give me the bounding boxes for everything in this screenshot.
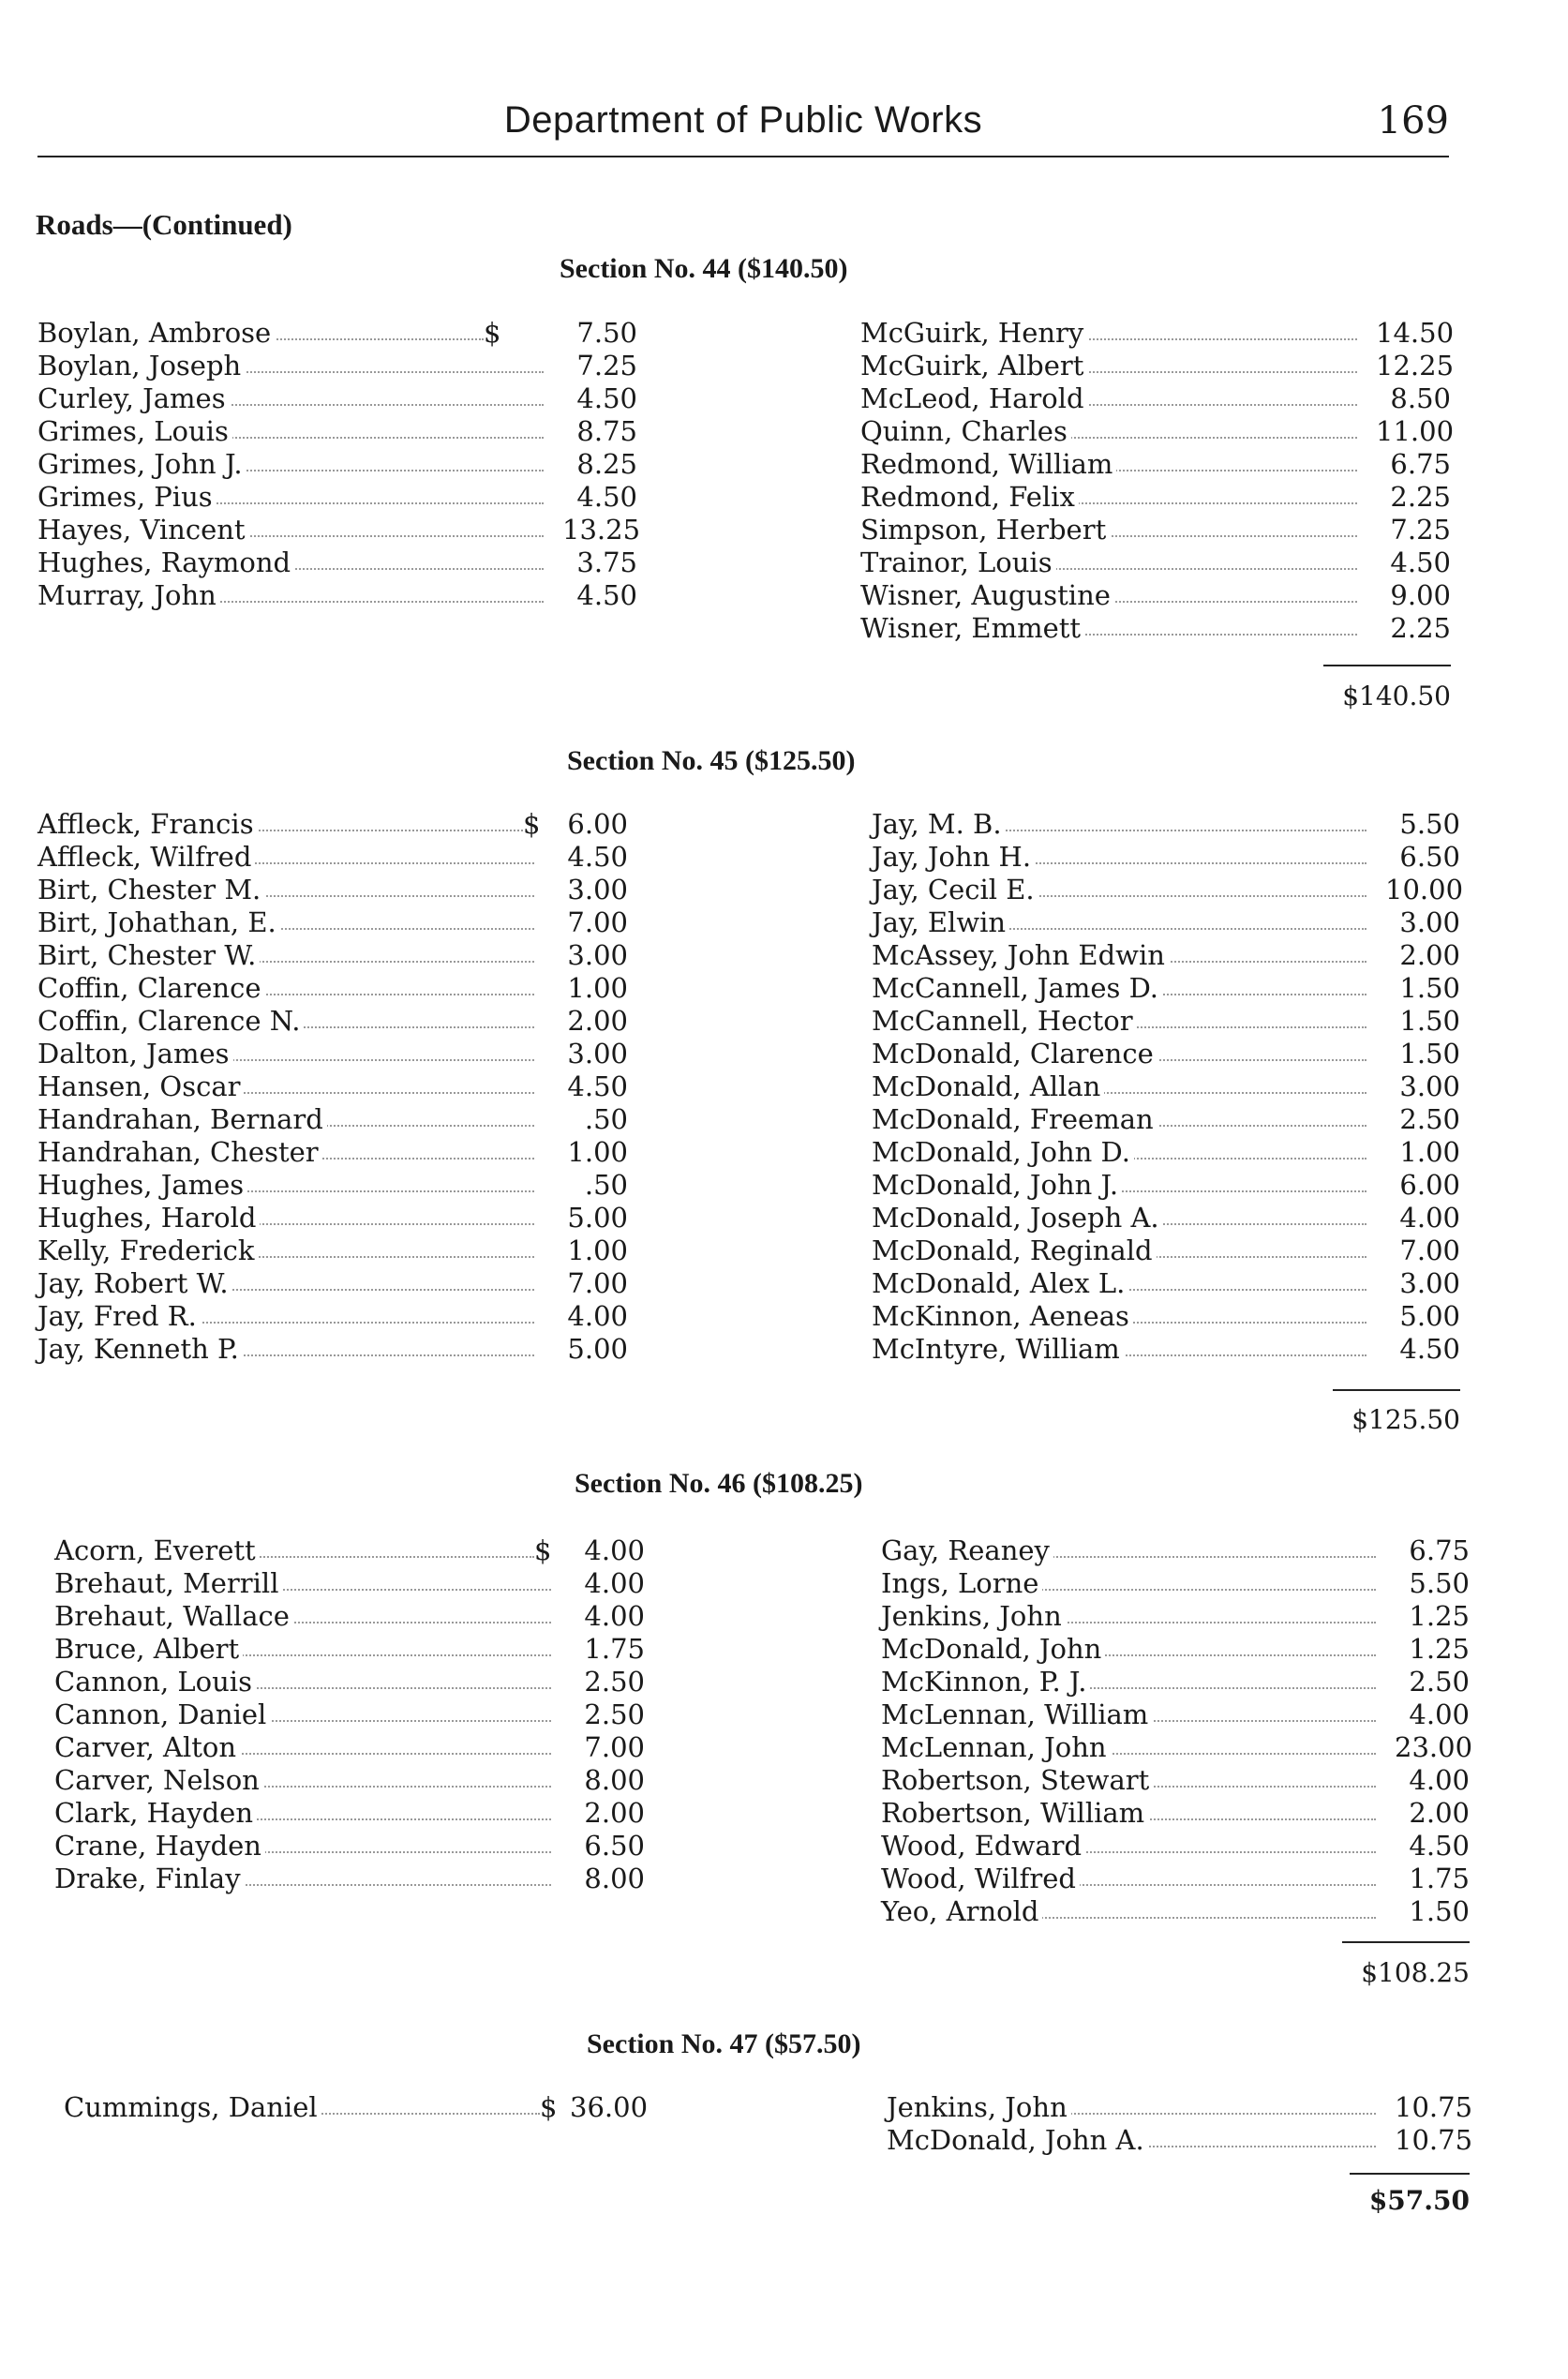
list-item [37,546,637,579]
list-item [37,1169,628,1202]
payee-name: McDonald, Freeman [872,1103,1157,1136]
list-item [860,481,1451,514]
payment-amount: 1.75 [1391,1863,1470,1895]
left-column [54,1534,645,1895]
list-item [37,514,641,546]
payee-name: Hughes, Raymond [37,546,294,579]
list-item [54,1797,645,1830]
list-item [881,1731,1473,1764]
list-item [872,1038,1460,1070]
list-item [872,1070,1460,1103]
payee-name: Simpson, Herbert [860,514,1110,546]
list-item [872,1234,1460,1267]
list-item [37,1103,628,1136]
payee-name: Wood, Edward [881,1830,1085,1863]
payment-amount: 5.00 [549,1202,628,1234]
payee-name: Affleck, Francis [37,808,258,841]
payment-amount: 7.50 [559,317,637,350]
list-item [872,939,1460,972]
list-item [860,350,1455,382]
section-subheading: Roads—(Continued) [36,208,292,241]
list-item [37,874,628,906]
payment-amount: 9.00 [1372,579,1451,612]
list-item [860,612,1451,645]
list-item [872,1267,1460,1300]
left-column [64,2091,649,2124]
list-item [872,1333,1460,1366]
payment-amount: 8.25 [559,448,637,481]
payment-amount: 1.25 [1391,1600,1470,1633]
payee-name: Wood, Wilfred [881,1863,1080,1895]
payment-amount: 2.50 [566,1698,645,1731]
list-item [881,1600,1470,1633]
payment-amount: 3.75 [559,546,637,579]
payee-name: Grimes, Pius [37,481,217,514]
payee-name: Brehaut, Wallace [54,1600,293,1633]
payee-name: McDonald, Allan [872,1070,1104,1103]
list-item [64,2091,649,2124]
total-rule [1333,1389,1460,1391]
list-item [872,906,1460,939]
right-column [860,317,1455,645]
payee-name: Yeo, Arnold [881,1895,1042,1928]
payee-name: McDonald, John [881,1633,1105,1666]
list-item [860,546,1451,579]
payment-amount: 4.00 [1391,1764,1470,1797]
list-item [860,448,1451,481]
payee-name: McIntyre, William [872,1333,1124,1366]
payment-amount: 14.50 [1372,317,1451,350]
payee-name: McKinnon, Aeneas [872,1300,1133,1333]
payment-amount: 5.50 [1381,808,1460,841]
payee-name: McKinnon, P. J. [881,1666,1090,1698]
list-item [860,317,1455,350]
payee-name: Ings, Lorne [881,1567,1042,1600]
payment-amount: 11.00 [1372,415,1451,448]
section-total: $125.50 [1351,1404,1460,1435]
list-item [54,1764,645,1797]
payee-name: McLennan, John [881,1731,1111,1764]
page-number: 169 [1377,99,1449,142]
payment-amount: 1.00 [1381,1136,1460,1169]
list-item [872,972,1460,1005]
payee-name: Robertson, William [881,1797,1148,1830]
payment-amount: 3.00 [1381,906,1460,939]
payee-name: Quinn, Charles [860,415,1071,448]
payee-name: Brehaut, Merrill [54,1567,282,1600]
payment-amount: 8.00 [566,1764,645,1797]
list-item [881,1666,1470,1698]
dollar-sign: $ [534,1534,552,1566]
list-item [37,1136,628,1169]
payee-name: Jay, M. B. [872,808,1006,841]
payment-amount: 5.00 [1381,1300,1460,1333]
payee-name: Trainor, Louis [860,546,1056,579]
payment-amount: 2.50 [566,1666,645,1698]
payee-name: Coffin, Clarence N. [37,1005,304,1038]
list-item [54,1600,645,1633]
payee-name: Carver, Alton [54,1731,240,1764]
list-item [37,1333,628,1366]
payee-name: Jay, John H. [872,841,1035,874]
payee-name: Hayes, Vincent [37,514,249,546]
payment-amount: 4.00 [566,1600,645,1633]
payee-name: Jay, Elwin [872,906,1009,939]
list-item [54,1666,645,1698]
payee-name: Jenkins, John [887,2091,1071,2124]
dollar-sign: $ [523,808,541,840]
payment-amount: 4.50 [559,382,637,415]
payee-name: Coffin, Clarence [37,972,265,1005]
list-item [881,1698,1470,1731]
payment-amount: 3.00 [549,939,628,972]
dollar-sign: $ [484,317,501,349]
payment-amount: 23.00 [1391,1731,1470,1764]
payment-amount: 1.25 [1391,1633,1470,1666]
payment-amount: 4.50 [1372,546,1451,579]
payment-amount: 12.25 [1372,350,1451,382]
list-item [37,1300,628,1333]
list-item [37,972,628,1005]
payee-name: McGuirk, Henry [860,317,1087,350]
list-item [37,448,637,481]
list-item [37,481,637,514]
payment-amount: 4.50 [559,481,637,514]
payee-name: McCannell, James D. [872,972,1162,1005]
payee-name: McGuirk, Albert [860,350,1087,382]
payment-amount: 1.50 [1381,1038,1460,1070]
section-total: $108.25 [1361,1957,1470,1988]
list-item [37,579,637,612]
payment-amount: 1.75 [566,1633,645,1666]
payment-amount: 4.00 [1381,1202,1460,1234]
payment-amount: 6.00 [549,808,628,841]
list-item [54,1633,645,1666]
list-item [54,1698,645,1731]
list-item [860,382,1451,415]
payee-name: Dalton, James [37,1038,233,1070]
payee-name: McDonald, John A. [887,2124,1148,2157]
payee-name: Acorn, Everett [54,1534,260,1567]
payment-amount: 8.00 [566,1863,645,1895]
payee-name: Jay, Cecil E. [872,874,1038,906]
payee-name: Hughes, Harold [37,1202,260,1234]
section-title: Section No. 45 ($125.50) [567,745,856,776]
payment-amount: 6.50 [1381,841,1460,874]
list-item [881,1567,1470,1600]
payment-amount: 2.50 [1381,1103,1460,1136]
list-item [37,1267,628,1300]
payee-name: Hansen, Oscar [37,1070,244,1103]
payee-name: Handrahan, Bernard [37,1103,327,1136]
payee-name: Carver, Nelson [54,1764,263,1797]
total-rule [1350,2173,1470,2175]
payment-amount: 6.00 [1381,1169,1460,1202]
payee-name: Cannon, Daniel [54,1698,270,1731]
section-total: $140.50 [1342,681,1451,711]
payee-name: Affleck, Wilfred [37,841,255,874]
payment-amount: 5.50 [1391,1567,1470,1600]
total-rule [1323,665,1451,666]
list-item [872,1300,1460,1333]
payee-name: Cannon, Louis [54,1666,256,1698]
list-item [887,2091,1473,2124]
payment-amount: 2.00 [566,1797,645,1830]
payee-name: Jay, Kenneth P. [37,1333,243,1366]
payment-amount: 10.75 [1391,2091,1470,2124]
payee-name: McDonald, Clarence [872,1038,1157,1070]
list-item [860,579,1451,612]
payee-name: Handrahan, Chester [37,1136,322,1169]
payee-name: Jay, Fred R. [37,1300,201,1333]
payment-amount: 3.00 [1381,1070,1460,1103]
list-item [37,1202,628,1234]
list-item [54,1863,645,1895]
list-item [872,1005,1460,1038]
payment-amount: 4.50 [549,1070,628,1103]
payment-amount: 6.75 [1391,1534,1470,1567]
right-column [881,1534,1473,1928]
payee-name: Wisner, Augustine [860,579,1114,612]
payment-amount: 4.50 [549,841,628,874]
section-total: $57.50 [1368,2185,1470,2216]
list-item [54,1830,645,1863]
list-item [881,1633,1470,1666]
payment-amount: 1.00 [549,972,628,1005]
payment-amount: 3.00 [549,1038,628,1070]
payee-name: Clark, Hayden [54,1797,257,1830]
payment-amount: 5.00 [549,1333,628,1366]
list-item [37,1070,628,1103]
payee-name: McLennan, William [881,1698,1152,1731]
payment-amount: 8.50 [1372,382,1451,415]
list-item [37,317,637,350]
list-item [37,350,637,382]
list-item [860,415,1455,448]
left-column [37,317,641,612]
payment-amount: .50 [549,1103,628,1136]
list-item [872,1169,1460,1202]
payment-amount: 13.25 [559,514,637,546]
payment-amount: 2.50 [1391,1666,1470,1698]
list-item [37,906,628,939]
payee-name: Birt, Chester M. [37,874,264,906]
payment-amount: 1.50 [1381,1005,1460,1038]
payment-amount: 4.00 [549,1300,628,1333]
payment-amount: .50 [549,1169,628,1202]
payee-name: Redmond, Felix [860,481,1079,514]
payee-name: Boylan, Joseph [37,350,245,382]
payee-name: Murray, John [37,579,220,612]
payee-name: McCannell, Hector [872,1005,1137,1038]
payment-amount: 10.00 [1381,874,1460,906]
list-item [37,1038,628,1070]
payee-name: McDonald, John D. [872,1136,1134,1169]
list-item [881,1830,1470,1863]
payee-name: Robertson, Stewart [881,1764,1153,1797]
payee-name: Drake, Finlay [54,1863,245,1895]
list-item [881,1764,1470,1797]
payment-amount: 7.25 [1372,514,1451,546]
payment-amount: 4.00 [1391,1698,1470,1731]
payment-amount: 2.25 [1372,481,1451,514]
list-item [872,1136,1460,1169]
payee-name: Jenkins, John [881,1600,1066,1633]
list-item [37,1005,628,1038]
list-item [887,2124,1473,2157]
payee-name: McDonald, John J. [872,1169,1122,1202]
payee-name: McDonald, Alex L. [872,1267,1128,1300]
payee-name: Wisner, Emmett [860,612,1084,645]
payee-name: Redmond, William [860,448,1116,481]
list-item [54,1534,645,1567]
list-item [860,514,1451,546]
payment-amount: 7.25 [559,350,637,382]
total-rule [1342,1941,1470,1943]
list-item [37,1234,628,1267]
payee-name: Cummings, Daniel [64,2091,321,2124]
list-item [37,808,628,841]
payee-name: McDonald, Reginald [872,1234,1157,1267]
payment-amount: 4.50 [559,579,637,612]
payment-amount: 4.50 [1381,1333,1460,1366]
payment-amount: 2.00 [549,1005,628,1038]
list-item [881,1863,1470,1895]
payment-amount: 7.00 [549,906,628,939]
payee-name: McDonald, Joseph A. [872,1202,1163,1234]
payee-name: Bruce, Albert [54,1633,243,1666]
list-item [872,808,1460,841]
payment-amount: 8.75 [559,415,637,448]
payee-name: Jay, Robert W. [37,1267,232,1300]
list-item [872,841,1460,874]
payment-amount: 7.00 [566,1731,645,1764]
payment-amount: 4.00 [566,1534,645,1567]
payment-amount: 1.00 [549,1136,628,1169]
list-item [872,1103,1460,1136]
payment-amount: 4.50 [1391,1830,1470,1863]
payee-name: Gay, Reaney [881,1534,1053,1567]
right-column [887,2091,1473,2157]
payment-amount: 2.25 [1372,612,1451,645]
left-column [37,808,628,1366]
payment-amount: 36.00 [566,2091,645,2124]
list-item [881,1797,1470,1830]
list-item [872,874,1464,906]
payee-name: Grimes, Louis [37,415,232,448]
payee-name: McLeod, Harold [860,382,1088,415]
right-column [872,808,1464,1366]
payee-name: Boylan, Ambrose [37,317,275,350]
dollar-sign: $ [540,2091,558,2123]
payment-amount: 3.00 [1381,1267,1460,1300]
payment-amount: 2.00 [1381,939,1460,972]
section-title: Section No. 46 ($108.25) [575,1468,863,1499]
payment-amount: 6.50 [566,1830,645,1863]
payment-amount: 7.00 [1381,1234,1460,1267]
list-item [881,1895,1470,1928]
payment-amount: 4.00 [566,1567,645,1600]
payee-name: Birt, Johathan, E. [37,906,280,939]
list-item [37,939,628,972]
list-item [37,382,637,415]
payment-amount: 1.50 [1391,1895,1470,1928]
payee-name: Crane, Hayden [54,1830,265,1863]
list-item [37,841,628,874]
list-item [54,1731,645,1764]
payment-amount: 1.50 [1381,972,1460,1005]
payee-name: Hughes, James [37,1169,247,1202]
section-title: Section No. 47 ($57.50) [587,2028,861,2059]
page-header [37,99,1449,157]
page-title: Department of Public Works [503,99,983,141]
section-title: Section No. 44 ($140.50) [560,253,848,284]
payee-name: Grimes, John J. [37,448,246,481]
payee-name: Curley, James [37,382,230,415]
list-item [872,1202,1460,1234]
payment-amount: 7.00 [549,1267,628,1300]
payment-amount: 1.00 [549,1234,628,1267]
payment-amount: 10.75 [1391,2124,1470,2157]
list-item [881,1534,1470,1567]
list-item [37,415,637,448]
payment-amount: 3.00 [549,874,628,906]
payee-name: Kelly, Frederick [37,1234,258,1267]
payment-amount: 6.75 [1372,448,1451,481]
payee-name: Birt, Chester W. [37,939,260,972]
list-item [54,1567,645,1600]
payment-amount: 2.00 [1391,1797,1470,1830]
payee-name: McAssey, John Edwin [872,939,1169,972]
